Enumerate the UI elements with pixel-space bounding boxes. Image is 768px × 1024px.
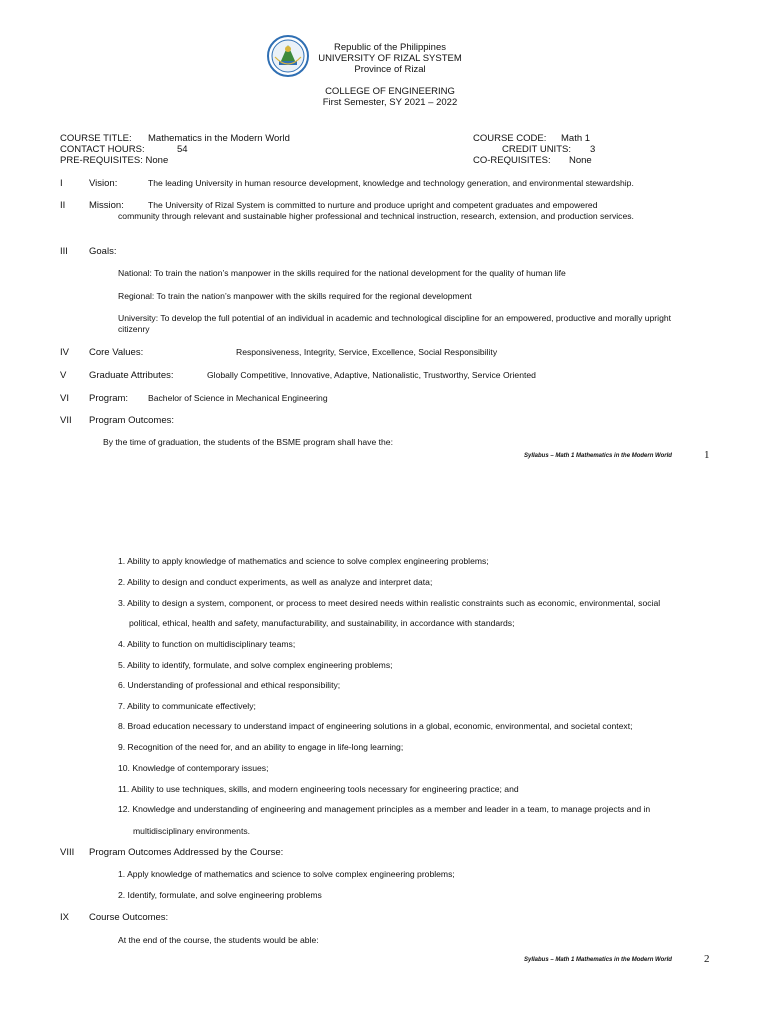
corequisites-value: None <box>569 155 592 166</box>
outcome-item: 4. Ability to function on multidisciplinary teams; <box>118 639 296 649</box>
core-values-label: Core Values: <box>89 347 144 358</box>
page-footer: Syllabus – Math 1 Mathematics in the Modern World <box>524 453 672 459</box>
outcome-item: 6. Understanding of professional and ethical responsibility; <box>118 680 341 690</box>
course-outcomes-intro: At the end of the course, the students would be able: <box>118 935 319 945</box>
core-values-text: Responsiveness, Integrity, Service, Excellence, Social Responsibility <box>236 347 498 357</box>
course-code-value: Math 1 <box>561 133 591 144</box>
credit-units-value: 3 <box>590 144 596 155</box>
goal-university: University: To develop the full potential of an individual in academic and technological discipline for an empowered, productive and morally upright citizenry <box>118 313 672 334</box>
outcome-item-continued: political, ethical, health and safety, manufacturability, and sustainability, in accordance with standards; <box>129 618 515 628</box>
course-outcomes-label: Course Outcomes: <box>89 912 169 923</box>
outcome-item: 1. Ability to apply knowledge of mathematics and science to solve complex engineering problems; <box>118 556 489 566</box>
goals-label: Goals: <box>89 246 117 257</box>
section-number: V <box>60 370 67 381</box>
goal-national: National: To train the nation’s manpower in the skills required for the national development for the quality of human life <box>118 268 566 278</box>
header-university: UNIVERSITY OF RIZAL SYSTEM <box>318 53 462 64</box>
header-republic: Republic of the Philippines <box>334 42 446 53</box>
header-semester: First Semester, SY 2021 – 2022 <box>322 97 458 108</box>
program-outcomes-intro: By the time of graduation, the students of the BSME program shall have the: <box>103 437 393 447</box>
corequisites-label: CO-REQUISITES: <box>473 155 551 166</box>
outcome-item: 3. Ability to design a system, component, or process to meet desired needs within realistic constraints such as economic, environmental, social <box>118 598 661 608</box>
outcome-item: 5. Ability to identify, formulate, and solve complex engineering problems; <box>118 660 393 670</box>
mission-text-rest: community through relevant and sustainable higher professional and technical instruction, research, extension, and production services. <box>118 211 634 221</box>
program-text: Bachelor of Science in Mechanical Engineering <box>148 393 328 403</box>
outcome-item: 12. Knowledge and understanding of engineering and management principles as a member and leader in a team, to manage projects and in <box>118 804 651 814</box>
outcome-item: 9. Recognition of the need for, and an ability to engage in life-long learning; <box>118 742 404 752</box>
section-number: IV <box>60 347 69 358</box>
section-number: II <box>60 200 66 211</box>
course-outcome-item: 1. Apply knowledge of mathematics and science to solve complex engineering problems; <box>118 869 455 879</box>
contact-hours-label: CONTACT HOURS: <box>60 144 145 155</box>
goal-regional: Regional: To train the nation’s manpower with the skills required for the regional development <box>118 291 472 301</box>
mission-label: Mission: <box>89 200 124 211</box>
course-program-outcomes-label: Program Outcomes Addressed by the Course: <box>89 847 284 858</box>
header-province: Province of Rizal <box>354 64 426 75</box>
header-college: COLLEGE OF ENGINEERING <box>325 86 455 97</box>
section-number: I <box>60 178 63 189</box>
page-footer: Syllabus – Math 1 Mathematics in the Modern World <box>524 957 672 963</box>
course-title-value: Mathematics in the Modern World <box>148 133 290 144</box>
section-number: VIII <box>60 847 75 858</box>
mission-text-first: The University of Rizal System is committed to nurture and produce upright and competent graduates and empowered <box>148 200 598 210</box>
outcome-item: 11. Ability to use techniques, skills, and modern engineering tools necessary for engineering practice; and <box>118 784 519 794</box>
outcome-item: 7. Ability to communicate effectively; <box>118 701 256 711</box>
section-number: VII <box>60 415 72 426</box>
credit-units-label: CREDIT UNITS: <box>502 144 571 155</box>
outcome-item: 2. Ability to design and conduct experiments, as well as analyze and interpret data; <box>118 577 433 587</box>
course-title-label: COURSE TITLE: <box>60 133 132 144</box>
prerequisites: PRE-REQUISITES: None <box>60 155 169 166</box>
vision-label: Vision: <box>89 178 118 189</box>
outcome-item: 8. Broad education necessary to understand impact of engineering solutions in a global, economic, environmental, and societal context; <box>118 721 633 731</box>
graduate-attributes-text: Globally Competitive, Innovative, Adaptive, Nationalistic, Trustworthy, Service Oriented <box>207 370 536 380</box>
graduate-attributes-label: Graduate Attributes: <box>89 370 174 381</box>
program-outcomes-label: Program Outcomes: <box>89 415 174 426</box>
section-number: III <box>60 246 68 257</box>
page-number: 1 <box>704 449 710 461</box>
course-code-label: COURSE CODE: <box>473 133 547 144</box>
outcome-item: 10. Knowledge of contemporary issues; <box>118 763 269 773</box>
contact-hours-value: 54 <box>177 144 188 155</box>
course-outcome-item: 2. Identify, formulate, and solve engineering problems <box>118 890 322 900</box>
program-label: Program: <box>89 393 129 404</box>
section-number: IX <box>60 912 69 923</box>
section-number: VI <box>60 393 69 404</box>
vision-text: The leading University in human resource development, knowledge and technology generation, and environmental stewardship. <box>148 178 634 188</box>
outcome-item-continued: multidisciplinary environments. <box>133 826 251 836</box>
page-number: 2 <box>704 953 710 965</box>
